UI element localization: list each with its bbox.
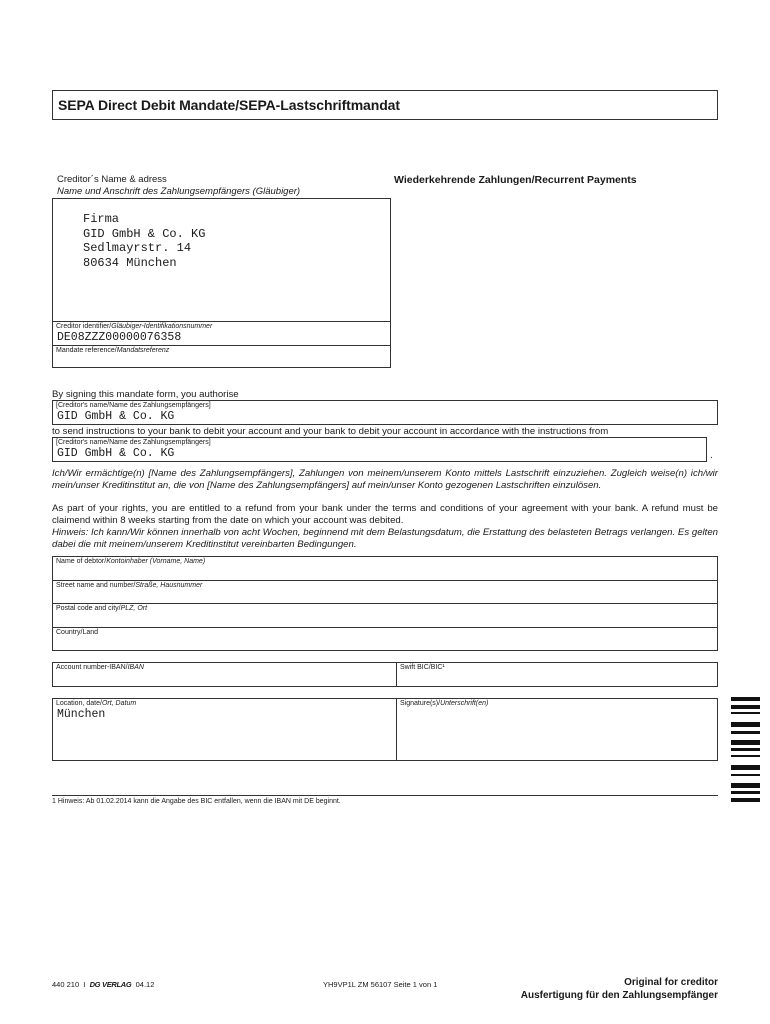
bic-field[interactable] <box>396 662 718 687</box>
footer-left <box>52 980 154 989</box>
footer-separator: I <box>83 980 86 989</box>
edition: 04.12 <box>135 980 155 989</box>
debtor-name-field[interactable] <box>52 556 718 581</box>
location-label: Location, date/ <box>56 700 102 707</box>
creditor-address-line: Sedlmayrstr. 14 <box>83 241 192 255</box>
authorise-field-value: GID GmbH & Co. KG <box>57 447 175 460</box>
footnote: 1 Hinweis: Ab 01.02.2014 kann die Angabe des BIC entfallen, wenn die IBAN mit DE beginnt. <box>52 798 341 805</box>
signature-label: Signature(s)/ <box>400 700 441 707</box>
authorise-field-label: [Creditor's name/Name des Zahlungsempfängers] <box>56 402 211 409</box>
debtor-name-label-de: Kontoinhaber (Vorname, Name) <box>106 558 206 565</box>
creditor-identifier-label-de: Gläubiger-Identifikationsnummer <box>111 323 213 330</box>
authorise-creditor-field-1 <box>52 400 718 425</box>
footnote-divider <box>52 795 718 796</box>
iban-label: Account number-IBAN/ <box>56 664 128 671</box>
location-value: München <box>57 708 106 721</box>
iban-field[interactable] <box>52 662 397 687</box>
title-box <box>52 90 718 120</box>
signature-field[interactable] <box>396 698 718 761</box>
debtor-street-label: Street name and number/ <box>56 582 136 589</box>
bic-label: Swift BIC/BIC¹ <box>400 664 445 671</box>
creditor-address-line: 80634 München <box>83 255 177 270</box>
authorise-field-label: [Creditor's name/Name des Zahlungsempfängers] <box>56 439 211 446</box>
mandate-reference-label-de: Mandatsreferenz <box>116 347 170 354</box>
debtor-country-label: Country/Land <box>56 629 99 636</box>
german-authorisation-text: Ich/Wir ermächtige(n) [Name des Zahlungsempfängers], Zahlungen von meinem/unserem Konto mittels Lastschrift einzuziehen. Zugleich weise(n) ich/wir mein/unser Kreditinstitut an, die von [Name des Zahlungsempfängers] auf mein/unser Konto gezogenen Lastschriften einzulösen. <box>52 468 718 491</box>
debtor-street-field[interactable] <box>52 580 718 604</box>
original-for-creditor: Original for creditor <box>624 977 718 988</box>
mandate-reference-label: Mandate reference/ <box>56 347 117 354</box>
creditor-identifier-value: DE08ZZZ00000076358 <box>57 331 182 344</box>
debtor-postal-field[interactable] <box>52 603 718 628</box>
creditor-address-line: Firma <box>83 212 120 226</box>
debtor-street-label-de: Straße, Hausnummer <box>135 582 203 589</box>
form-number: 440 210 <box>52 980 80 989</box>
mandate-reference-box[interactable] <box>52 345 391 368</box>
creditor-address-line: GID GmbH & Co. KG <box>83 226 206 241</box>
location-label-de: Ort, Datum <box>101 700 137 707</box>
debtor-country-field[interactable] <box>52 627 718 651</box>
creditor-address-box <box>52 198 391 322</box>
location-date-field[interactable] <box>52 698 397 761</box>
footer-center: YH9VP1L ZM 56107 Seite 1 von 1 <box>323 980 438 989</box>
debtor-postal-label: Postal code and city/ <box>56 605 121 612</box>
authorise-period: . <box>710 450 713 461</box>
page-title: SEPA Direct Debit Mandate/SEPA-Lastschriftmandat <box>58 97 400 113</box>
debtor-name-label: Name of debtor/ <box>56 558 107 565</box>
recurrent-payments-label: Wiederkehrende Zahlungen/Recurrent Payments <box>394 174 637 186</box>
creditor-identifier-box <box>52 321 391 346</box>
rights-text: As part of your rights, you are entitled to a refund from your bank under the terms and conditions of your agreement with your bank. A refund must be claimend within 8 weeks starting from the date on which your account was debited. <box>52 503 718 526</box>
publisher-logo: DG VERLAG <box>89 980 132 989</box>
iban-label-de: IBAN <box>127 664 144 671</box>
authorise-middle-text: to send instructions to your bank to debit your account and your bank to debit your account in accordance with the instructions from <box>52 426 609 437</box>
creditor-identifier-label: Creditor identifier/ <box>56 323 112 330</box>
authorise-field-value: GID GmbH & Co. KG <box>57 410 175 423</box>
debtor-postal-label-de: PLZ, Ort <box>120 605 148 612</box>
creditor-label-de: Name und Anschrift des Zahlungsempfängers (Gläubiger) <box>57 186 301 197</box>
authorise-creditor-field-2 <box>52 437 707 462</box>
signature-label-de: Unterschrift(en) <box>440 700 489 707</box>
authorise-intro: By signing this mandate form, you authorise <box>52 389 239 400</box>
copy-for-creditor: Ausfertigung für den Zahlungsempfänger <box>520 990 718 1001</box>
creditor-label-en: Creditor´s Name & adress <box>57 174 167 185</box>
german-rights-text: Hinweis: Ich kann/Wir können innerhalb von acht Wochen, beginnend mit dem Belastungsdatum, die Erstattung des belasteten Betrags verlangen. Es gelten dabei die mit meinem/unserem Kreditinstitut vereinbarten Bedingungen. <box>52 527 718 550</box>
